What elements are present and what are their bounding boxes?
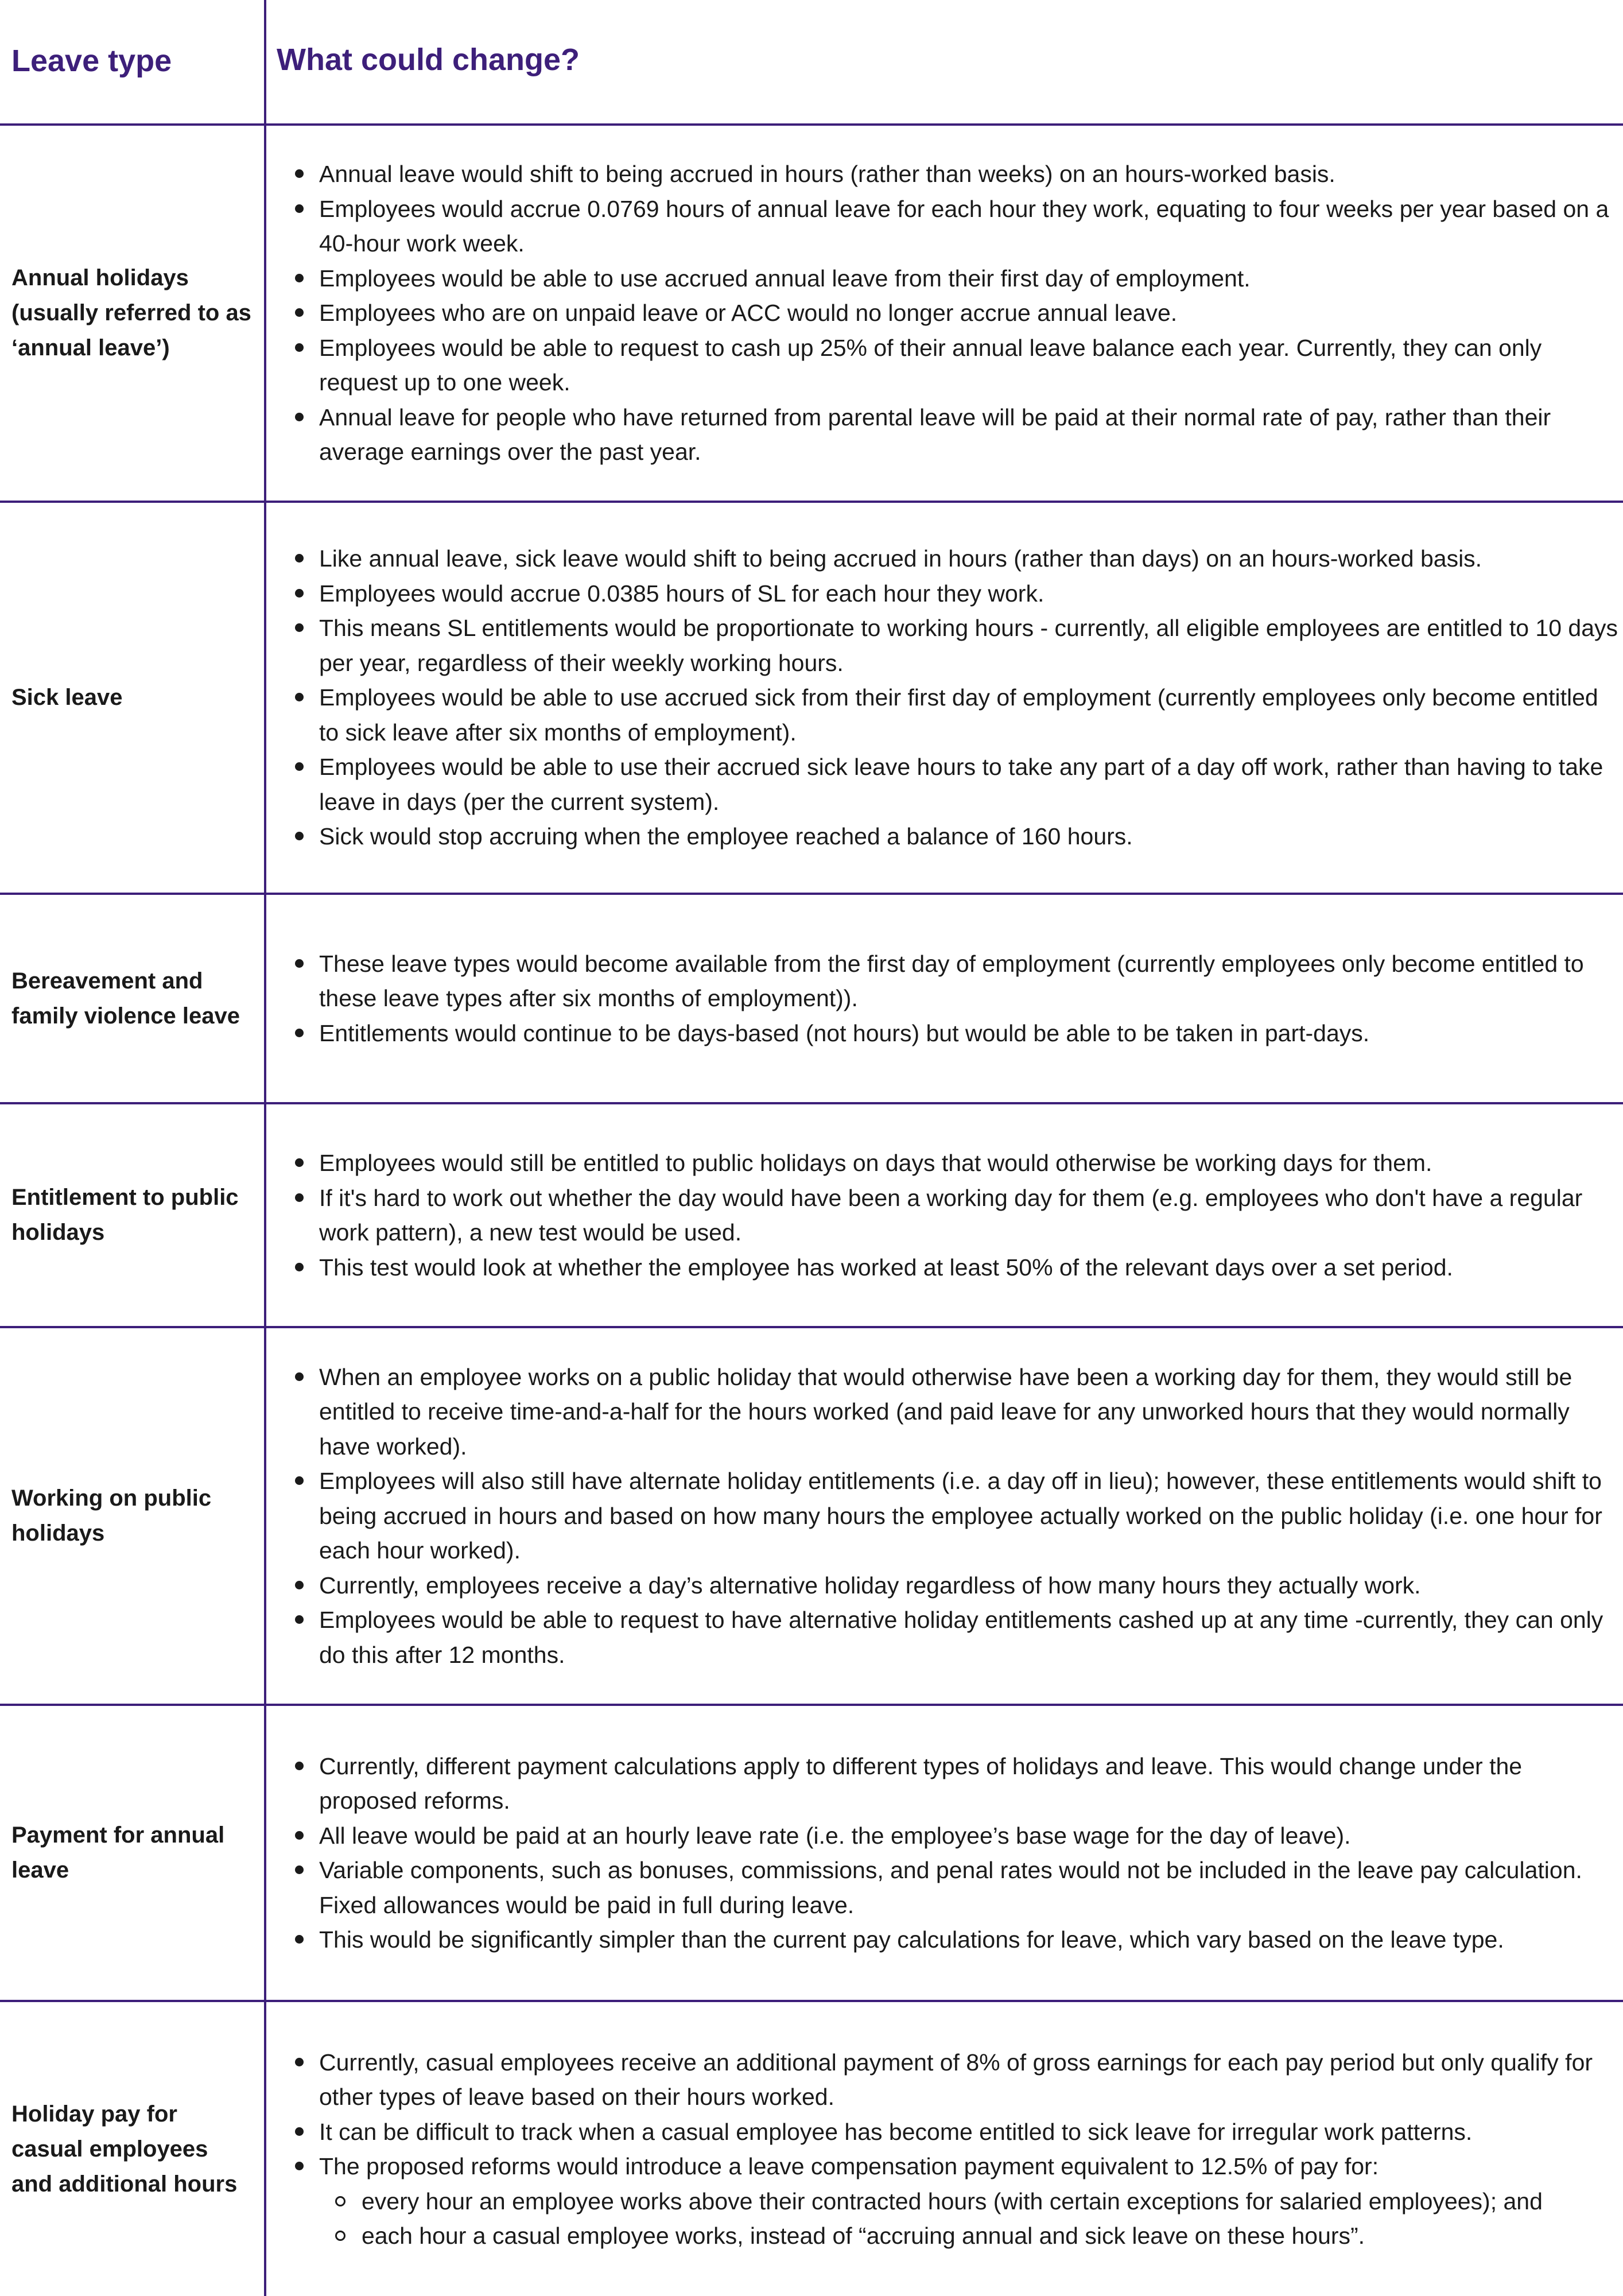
row-label-bereavement — [11, 895, 253, 1102]
list-item — [319, 2149, 1618, 2254]
row-label-entitlement-public-holidays — [11, 1104, 253, 1326]
row-label-text: Working on public holidays — [11, 1486, 212, 1546]
sub-bullet-list — [319, 2184, 1618, 2254]
list-item: Like annual leave, sick leave would shift to being accrued in hours (rather than days) on an hours-worked basis. — [319, 541, 1618, 576]
bullet-list — [290, 2045, 1618, 2254]
row-label-holiday-pay-casual — [11, 2002, 253, 2296]
list-item: Employees would be able to use accrued sick from their first day of employment (currently employees only become entitled to sick leave after six months of employment). — [319, 680, 1618, 750]
row-content-entitlement-public-holidays — [290, 1104, 1618, 1326]
row-label-working-public-holidays — [11, 1328, 253, 1704]
row-label-text: Sick leave — [11, 685, 123, 710]
list-item: Variable components, such as bonuses, commissions, and penal rates would not be included in the leave pay calculation. Fixed allowances would be paid in full during leave. — [319, 1853, 1618, 1922]
row-label-text: Annual holidays (usually referred to as ‘annual leave’) — [11, 265, 251, 360]
list-item: Employees would be able to use their accrued sick leave hours to take any part of a day off work, rather than having to take leave in days (per the current system). — [319, 750, 1618, 819]
list-item: All leave would be paid at an hourly leave rate (i.e. the employee’s base wage for the day of leave). — [319, 1818, 1618, 1853]
list-item: Employees would be able to request to cash up 25% of their annual leave balance each year. Currently, they can only request up to one week. — [319, 331, 1618, 400]
bullet-list — [290, 1360, 1618, 1673]
list-item: Employees would accrue 0.0385 hours of SL for each hour they work. — [319, 576, 1618, 611]
column-divider — [264, 0, 266, 2296]
row-content-payment-annual-leave — [290, 1706, 1618, 2000]
bullet-list — [290, 947, 1618, 1051]
list-item: Annual leave would shift to being accrued in hours (rather than weeks) on an hours-worked basis. — [319, 157, 1618, 192]
list-item: Employees would be able to request to have alternative holiday entitlements cashed up at any time -currently, they can only do this after 12 months. — [319, 1603, 1618, 1672]
row-label-annual-holidays — [11, 126, 253, 501]
list-item: When an employee works on a public holiday that would otherwise have been a working day for them, they would still be entitled to receive time-and-a-half for the hours worked (and paid leave for any unworked hours that they would normally have worked). — [319, 1360, 1618, 1464]
bullet-list — [290, 1749, 1618, 1957]
row-label-text: Bereavement and family violence leave — [11, 968, 240, 1029]
row-label-payment-annual-leave — [11, 1706, 253, 2000]
list-item: Entitlements would continue to be days-based (not hours) but would be able to be taken in part-days. — [319, 1016, 1618, 1051]
list-item-text: The proposed reforms would introduce a leave compensation payment equivalent to 12.5% of pay for: — [319, 2153, 1379, 2179]
list-item: Employees who are on unpaid leave or ACC would no longer accrue annual leave. — [319, 296, 1618, 331]
row-label-text: Entitlement to public holidays — [11, 1185, 239, 1245]
list-item: This would be significantly simpler than the current pay calculations for leave, which vary based on the leave type. — [319, 1922, 1618, 1957]
list-item: Sick would stop accruing when the employee reached a balance of 160 hours. — [319, 819, 1618, 854]
list-item: This test would look at whether the employee has worked at least 50% of the relevant days over a set period. — [319, 1250, 1618, 1285]
bullet-list — [290, 157, 1618, 470]
list-item: Employees would accrue 0.0769 hours of annual leave for each hour they work, equating to four weeks per year based on a 40-hour work week. — [319, 192, 1618, 261]
header-leave-type: Leave type — [11, 44, 172, 78]
bullet-list — [290, 541, 1618, 854]
list-item: Employees would be able to use accrued annual leave from their first day of employment. — [319, 261, 1618, 296]
row-label-text: Payment for annual leave — [11, 1822, 225, 1883]
list-item: Currently, employees receive a day’s alternative holiday regardless of how many hours they actually work. — [319, 1568, 1618, 1603]
list-item: Annual leave for people who have returned from parental leave will be paid at their normal rate of pay, rather than their average earnings over the past year. — [319, 400, 1618, 470]
row-content-annual-holidays — [290, 126, 1618, 501]
list-item: These leave types would become available from the first day of employment (currently employees only become entitled to these leave types after six months of employment)). — [319, 947, 1618, 1016]
header-what-could-change: What could change? — [277, 42, 580, 77]
row-content-working-public-holidays — [290, 1328, 1618, 1704]
list-item: If it's hard to work out whether the day would have been a working day for them (e.g. employees who don't have a regular work pattern), a new test would be used. — [319, 1181, 1618, 1250]
row-content-bereavement — [290, 895, 1618, 1102]
list-item: Currently, casual employees receive an additional payment of 8% of gross earnings for each pay period but only qualify for other types of leave based on their hours worked. — [319, 2045, 1618, 2115]
list-item: Currently, different payment calculations apply to different types of holidays and leave. This would change under the proposed reforms. — [319, 1749, 1618, 1818]
row-content-holiday-pay-casual — [290, 2002, 1618, 2296]
list-item: Employees will also still have alternate holiday entitlements (i.e. a day off in lieu); however, these entitlements would shift to being accrued in hours and based on how many hours the employee actually worked on the public holiday (i.e. one hour for each hour worked). — [319, 1464, 1618, 1568]
bullet-list — [290, 1146, 1618, 1285]
list-item: This means SL entitlements would be proportionate to working hours - currently, all eligible employees are entitled to 10 days per year, regardless of their weekly working hours. — [319, 611, 1618, 680]
row-label-sick-leave — [11, 503, 253, 893]
row-content-sick-leave — [290, 503, 1618, 893]
list-item: Employees would still be entitled to public holidays on days that would otherwise be working days for them. — [319, 1146, 1618, 1181]
list-item: It can be difficult to track when a casual employee has become entitled to sick leave for irregular work patterns. — [319, 2115, 1618, 2150]
sub-list-item: each hour a casual employee works, instead of “accruing annual and sick leave on these hours”. — [362, 2219, 1618, 2254]
sub-list-item: every hour an employee works above their contracted hours (with certain exceptions for salaried employees); and — [362, 2184, 1618, 2219]
row-label-text: Holiday pay for casual employees and additional hours — [11, 2101, 238, 2197]
